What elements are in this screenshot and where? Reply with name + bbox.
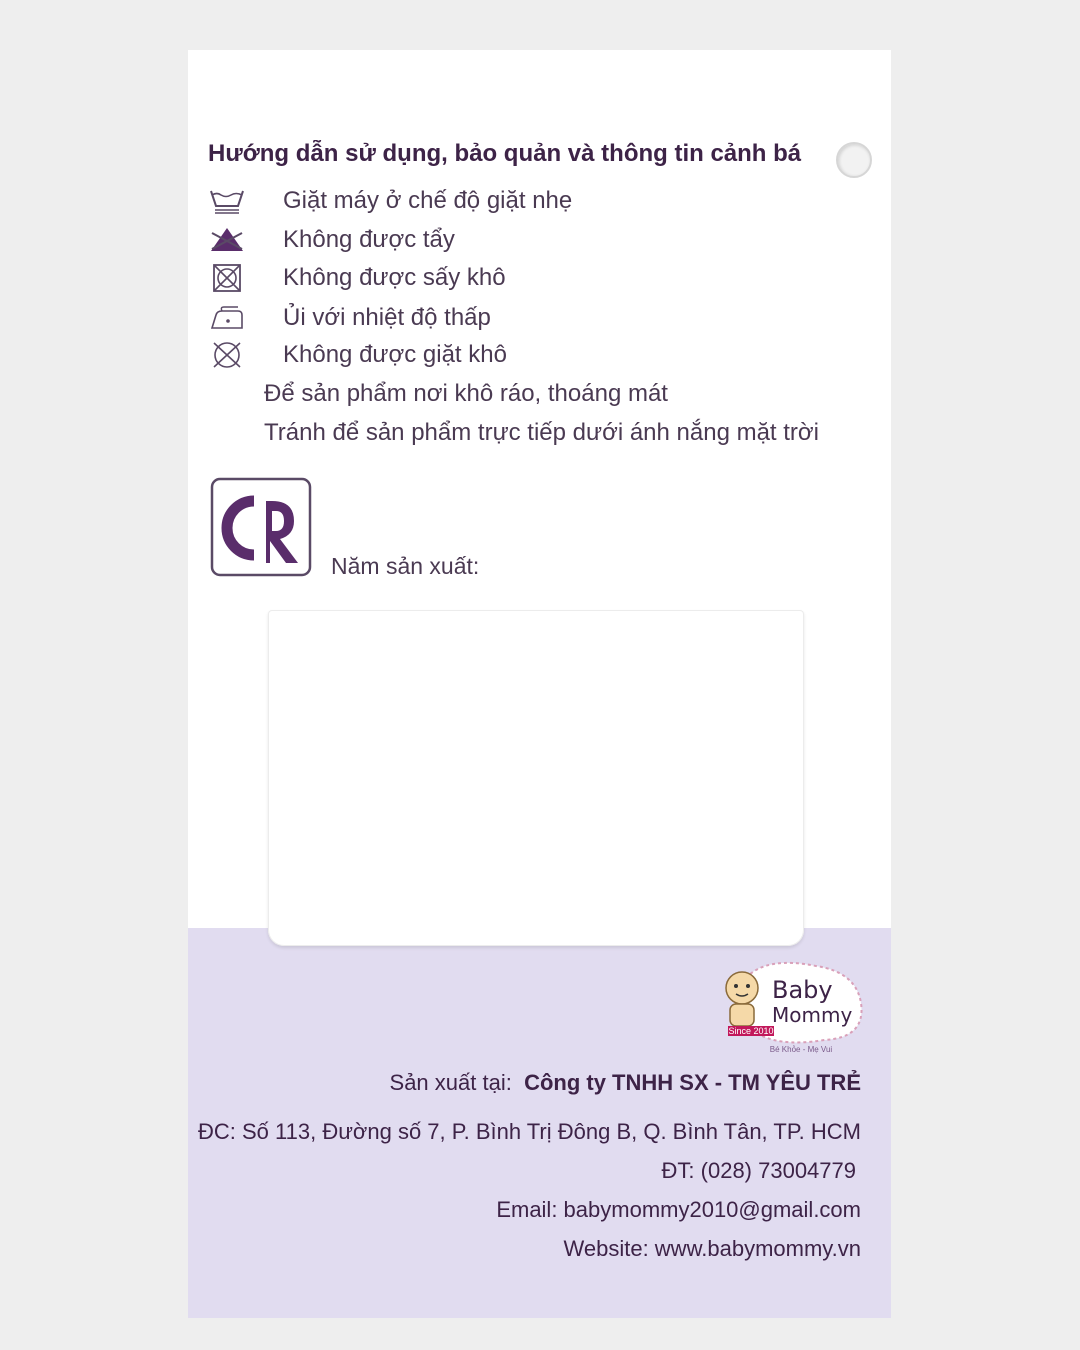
brand-name-line1: Baby [772, 976, 833, 1004]
care-text: Không được giặt khô [283, 341, 507, 368]
no-dry-clean-icon [208, 340, 246, 370]
manufacturer-name: Công ty TNHH SX - TM YÊU TRẺ [524, 1070, 861, 1095]
low-iron-icon [208, 303, 246, 333]
storage-note: Để sản phẩm nơi khô ráo, thoáng mát [264, 380, 668, 407]
email-line: Email: babymommy2010@gmail.com [496, 1197, 861, 1222]
care-item-no-bleach [208, 224, 868, 256]
brand-since: Since 2010 [728, 1026, 774, 1036]
production-year-label: Năm sản xuất: [331, 553, 480, 579]
care-item-no-dry-clean [208, 339, 868, 371]
instructions-title: Hướng dẫn sử dụng, bảo quản và thông tin cảnh bá [208, 140, 802, 167]
brand-tagline: Bé Khỏe - Mẹ Vui [769, 1045, 833, 1054]
care-text: Ủi với nhiệt độ thấp [283, 304, 491, 331]
babymommy-logo [706, 958, 866, 1058]
product-tag [188, 50, 891, 1318]
care-item-no-tumble-dry [208, 262, 868, 294]
brand-name-line2: Mommy [772, 1003, 853, 1027]
website-line: Website: www.babymommy.vn [563, 1236, 861, 1261]
care-item-low-iron [208, 302, 868, 334]
gentle-wash-icon [208, 186, 246, 216]
blank-sticker-area [268, 610, 804, 946]
cr-certification-icon [210, 477, 312, 577]
no-tumble-dry-icon [208, 263, 246, 293]
manufacturer-label: Sản xuất tại: [389, 1070, 512, 1095]
care-item-gentle-wash [208, 185, 868, 217]
care-text: Giặt máy ở chế độ giặt nhẹ [283, 187, 573, 214]
care-text: Không được sấy khô [283, 264, 506, 291]
address-line: ĐC: Số 113, Đường số 7, P. Bình Trị Đông B, Q. Bình Tân, TP. HCM [198, 1119, 861, 1144]
sunlight-note: Tránh để sản phẩm trực tiếp dưới ánh nắng mặt trời [264, 419, 819, 446]
phone-line: ĐT: (028) 73004779 [661, 1158, 856, 1183]
no-bleach-icon [208, 225, 246, 255]
care-text: Không được tẩy [283, 226, 455, 253]
manufacturer-line [390, 1070, 861, 1096]
